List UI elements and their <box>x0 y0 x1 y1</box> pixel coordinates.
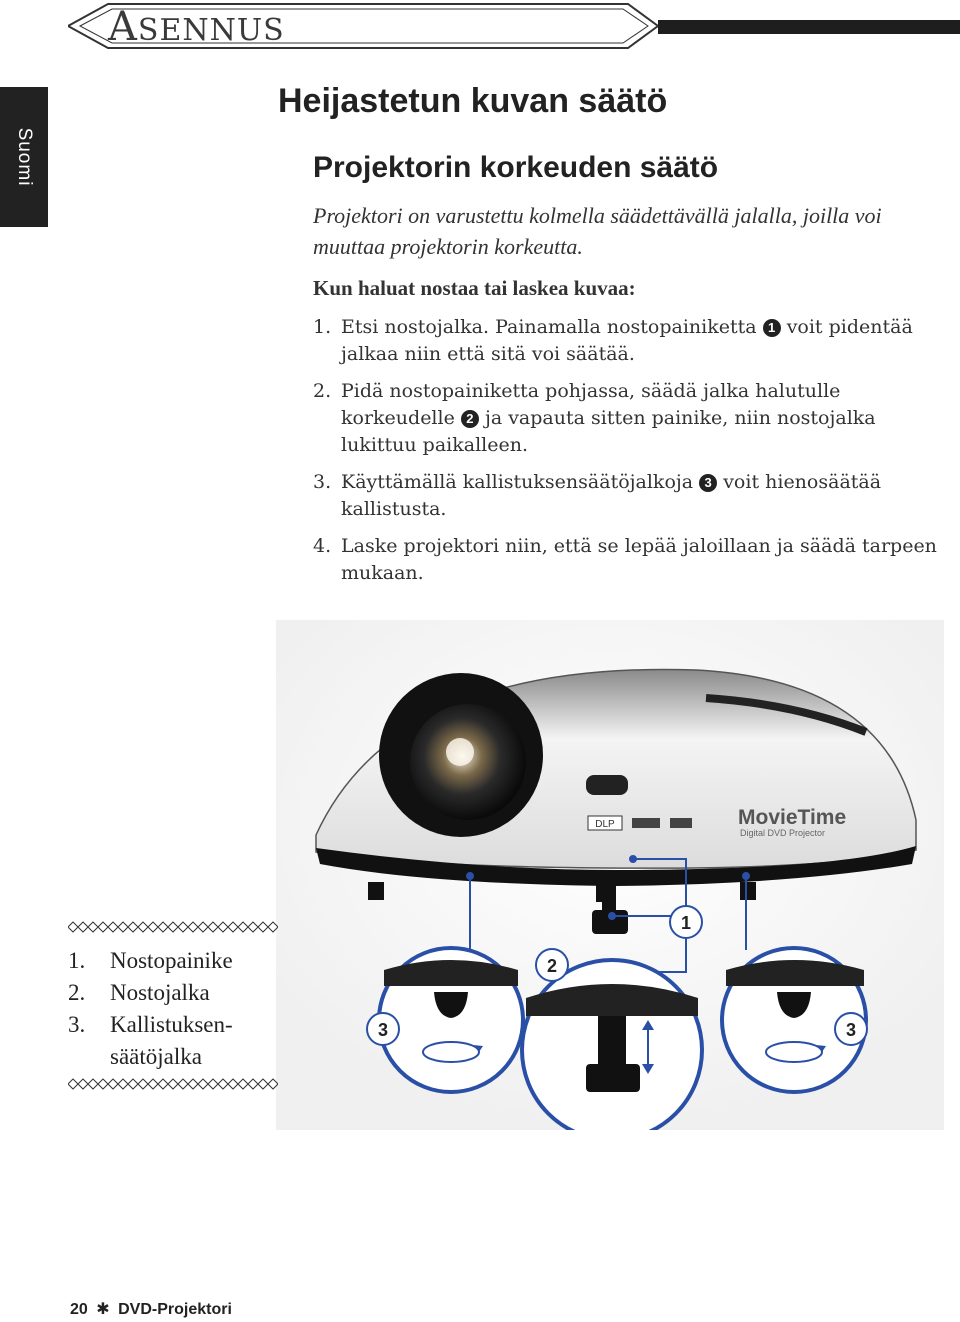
footer-title: DVD-Projektori <box>118 1301 232 1318</box>
svg-text:2: 2 <box>546 956 558 976</box>
footer-separator: ✱ <box>96 1301 110 1318</box>
list-item: 4. Laske projektori niin, että se lepää jaloillaan ja säädä tarpeen mukaan. <box>313 535 937 584</box>
svg-text:3: 3 <box>845 1020 857 1040</box>
figure-legend <box>68 920 280 1096</box>
list-item: 3. Käyttämällä kallistuksensäätöjalkoja 3 voit hienosäätää kallistusta. <box>313 471 882 520</box>
language-tab-label: Suomi <box>14 127 35 187</box>
callout-marker: 1 <box>763 319 781 337</box>
legend-item: 2. Nostojalka <box>68 980 210 1005</box>
callout-marker: 3 <box>699 474 717 492</box>
legend-item: 3. Kallistuksen- säätöjalka <box>68 1012 233 1069</box>
language-tab <box>0 87 48 227</box>
dlp-logo-text: DLP <box>595 819 615 830</box>
right-foot <box>740 882 756 900</box>
callout-badge-3-left <box>367 1013 399 1045</box>
list-item: 2. Pidä nostopainiketta pohjassa, säädä jalka halutulle korkeudelle 2 ja vapauta sitten painike, niin nostojalka lukittuu paikalleen. <box>313 380 876 456</box>
zoom-circle-center-elevator-foot <box>522 960 702 1130</box>
zoom-circle-left-tilt-foot <box>379 948 523 1092</box>
left-foot <box>368 882 384 900</box>
callout-badge-1 <box>670 906 702 938</box>
callout-badge-3-right <box>835 1013 867 1045</box>
page-number: 20 <box>70 1301 88 1318</box>
page-title: Heijastetun kuvan säätö <box>278 82 668 120</box>
list-item: 1. Etsi nostojalka. Painamalla nostopainiketta 1 voit pidentää jalkaa niin että sitä voi säätää. <box>313 316 913 365</box>
brand-logo: MovieTime <box>738 806 847 829</box>
section-title: Projektorin korkeuden säätö <box>313 151 719 184</box>
sensor-window <box>586 775 628 795</box>
dts-logo <box>670 818 692 828</box>
svg-text:1: 1 <box>680 913 692 933</box>
callout-badge-2 <box>536 949 568 981</box>
legend-bottom-border <box>68 1077 278 1091</box>
callout-marker: 2 <box>461 410 479 428</box>
legend-list <box>68 945 280 1073</box>
brand-subtitle: Digital DVD Projector <box>740 828 826 838</box>
chapter-title: ASENNUS <box>108 4 285 50</box>
legend-top-border <box>68 920 278 934</box>
steps-list <box>313 314 953 597</box>
intro-paragraph: Projektori on varustettu kolmella säädettävällä jalalla, joilla voi muuttaa projektorin korkeutta. <box>313 203 882 259</box>
projector-illustration <box>276 620 944 1130</box>
page-footer <box>70 1299 232 1319</box>
instructions-heading: Kun haluat nostaa tai laskea kuvaa: <box>313 276 636 300</box>
legend-item: 1. Nostopainike <box>68 948 233 973</box>
dolby-logo <box>632 818 660 828</box>
svg-text:3: 3 <box>377 1020 389 1040</box>
